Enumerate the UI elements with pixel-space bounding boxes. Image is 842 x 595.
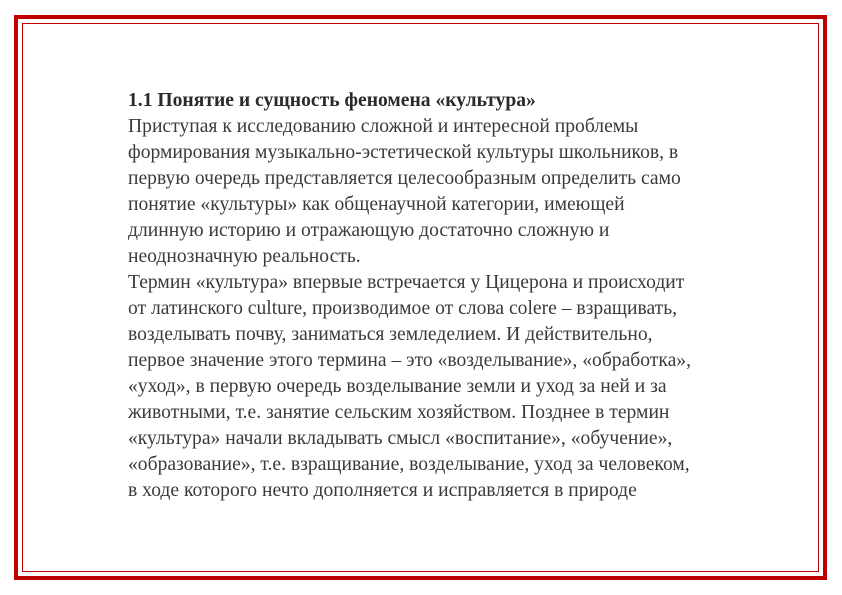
text-line: длинную историю и отражающую достаточно сложную и bbox=[128, 220, 610, 241]
paragraph-2 bbox=[128, 270, 778, 504]
section-heading: 1.1 Понятие и сущность феномена «культура» bbox=[128, 90, 536, 111]
text-line: животными, т.е. занятие сельским хозяйством. Позднее в термин bbox=[128, 402, 670, 423]
text-line: «образование», т.е. взращивание, возделывание, уход за человеком, bbox=[128, 454, 690, 475]
text-line: возделывать почву, заниматься земледелием. И действительно, bbox=[128, 324, 653, 345]
text-line: в ходе которого нечто дополняется и исправляется в природе bbox=[128, 480, 637, 501]
slide-content bbox=[128, 88, 778, 504]
text-line: «уход», в первую очередь возделывание земли и уход за ней и за bbox=[128, 376, 667, 397]
text-line: «культура» начали вкладывать смысл «воспитание», «обучение», bbox=[128, 428, 673, 449]
text-line: неоднозначную реальность. bbox=[128, 246, 361, 267]
text-line: Термин «культура» впервые встречается у Цицерона и происходит bbox=[128, 272, 685, 293]
text-line: от латинского culture, производимое от слова colere – взращивать, bbox=[128, 298, 678, 319]
text-line: понятие «культуры» как общенаучной категории, имеющей bbox=[128, 194, 625, 215]
text-line: формирования музыкально-эстетической культуры школьников, в bbox=[128, 142, 679, 163]
paragraph-1 bbox=[128, 114, 778, 270]
text-line: первое значение этого термина – это «возделывание», «обработка», bbox=[128, 350, 691, 371]
text-line: первую очередь представляется целесообразным определить само bbox=[128, 168, 681, 189]
text-line: Приступая к исследованию сложной и интересной проблемы bbox=[128, 116, 639, 137]
